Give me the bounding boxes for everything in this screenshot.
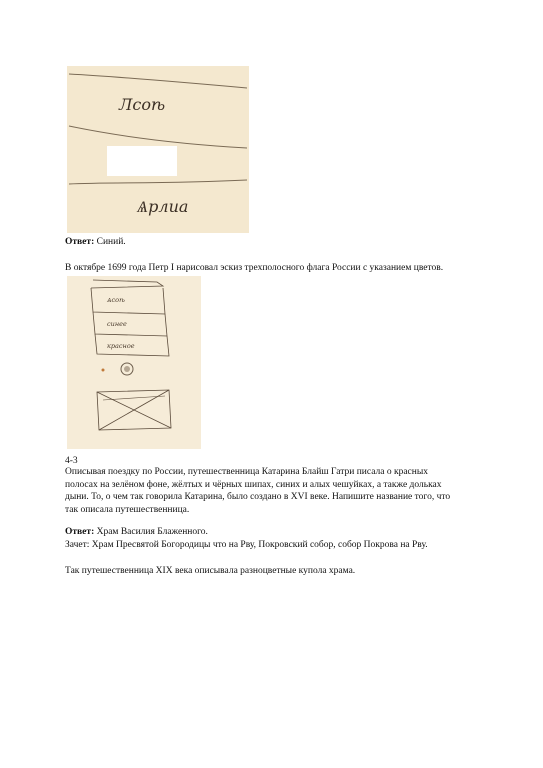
question-number: 4-3 — [65, 456, 78, 466]
question-line: Описывая поездку по России, путешественница Катарина Блайш Гатри писала о красных — [65, 467, 428, 477]
question-line: полосах на зелёном фоне, жёлтых и чёрных шипах, синих и алых чешуйках, а также дольках — [65, 479, 442, 490]
accepted-answers: Зачет: Храм Пресвятой Богородицы что на Рву, Покровский собор, собор Покрова на Рву. — [65, 540, 428, 550]
answer-2 — [65, 526, 208, 539]
flag-hand-3: красное — [107, 342, 135, 350]
answer-1-label: Ответ: — [65, 237, 95, 247]
flag-sketch-drawing-1 — [67, 66, 249, 233]
question-line: дыни. То, о чем так говорила Катарина, было создано в XVI веке. Напишите название того, что — [65, 492, 451, 503]
handwriting-bottom: Ѧрлиа — [137, 197, 189, 216]
question-text — [65, 466, 485, 516]
note-1: В октябре 1699 года Петр I нарисовал эскиз трехполосного флага России с указанием цветов. — [65, 263, 444, 273]
blank-patch — [107, 146, 177, 176]
answer-1-text: Синий. — [96, 237, 126, 247]
note-2: Так путешественница XIX века описывала разноцветные купола храма. — [65, 566, 356, 576]
flag-sketch-image-2 — [67, 276, 201, 449]
flag-hand-1: Ѧсоѣ — [107, 296, 125, 304]
flag-sketch-image-1 — [67, 66, 249, 233]
flag-sketch-drawing-2 — [67, 276, 201, 449]
flag-hand-2: синее — [107, 320, 127, 328]
question-line: так описала путешественница. — [65, 504, 190, 515]
answer-1 — [65, 236, 126, 249]
answer-2-text: Храм Василия Блаженного. — [96, 527, 208, 537]
handwriting-top: Лсоѣ — [119, 95, 166, 114]
answer-2-label: Ответ: — [65, 527, 95, 537]
